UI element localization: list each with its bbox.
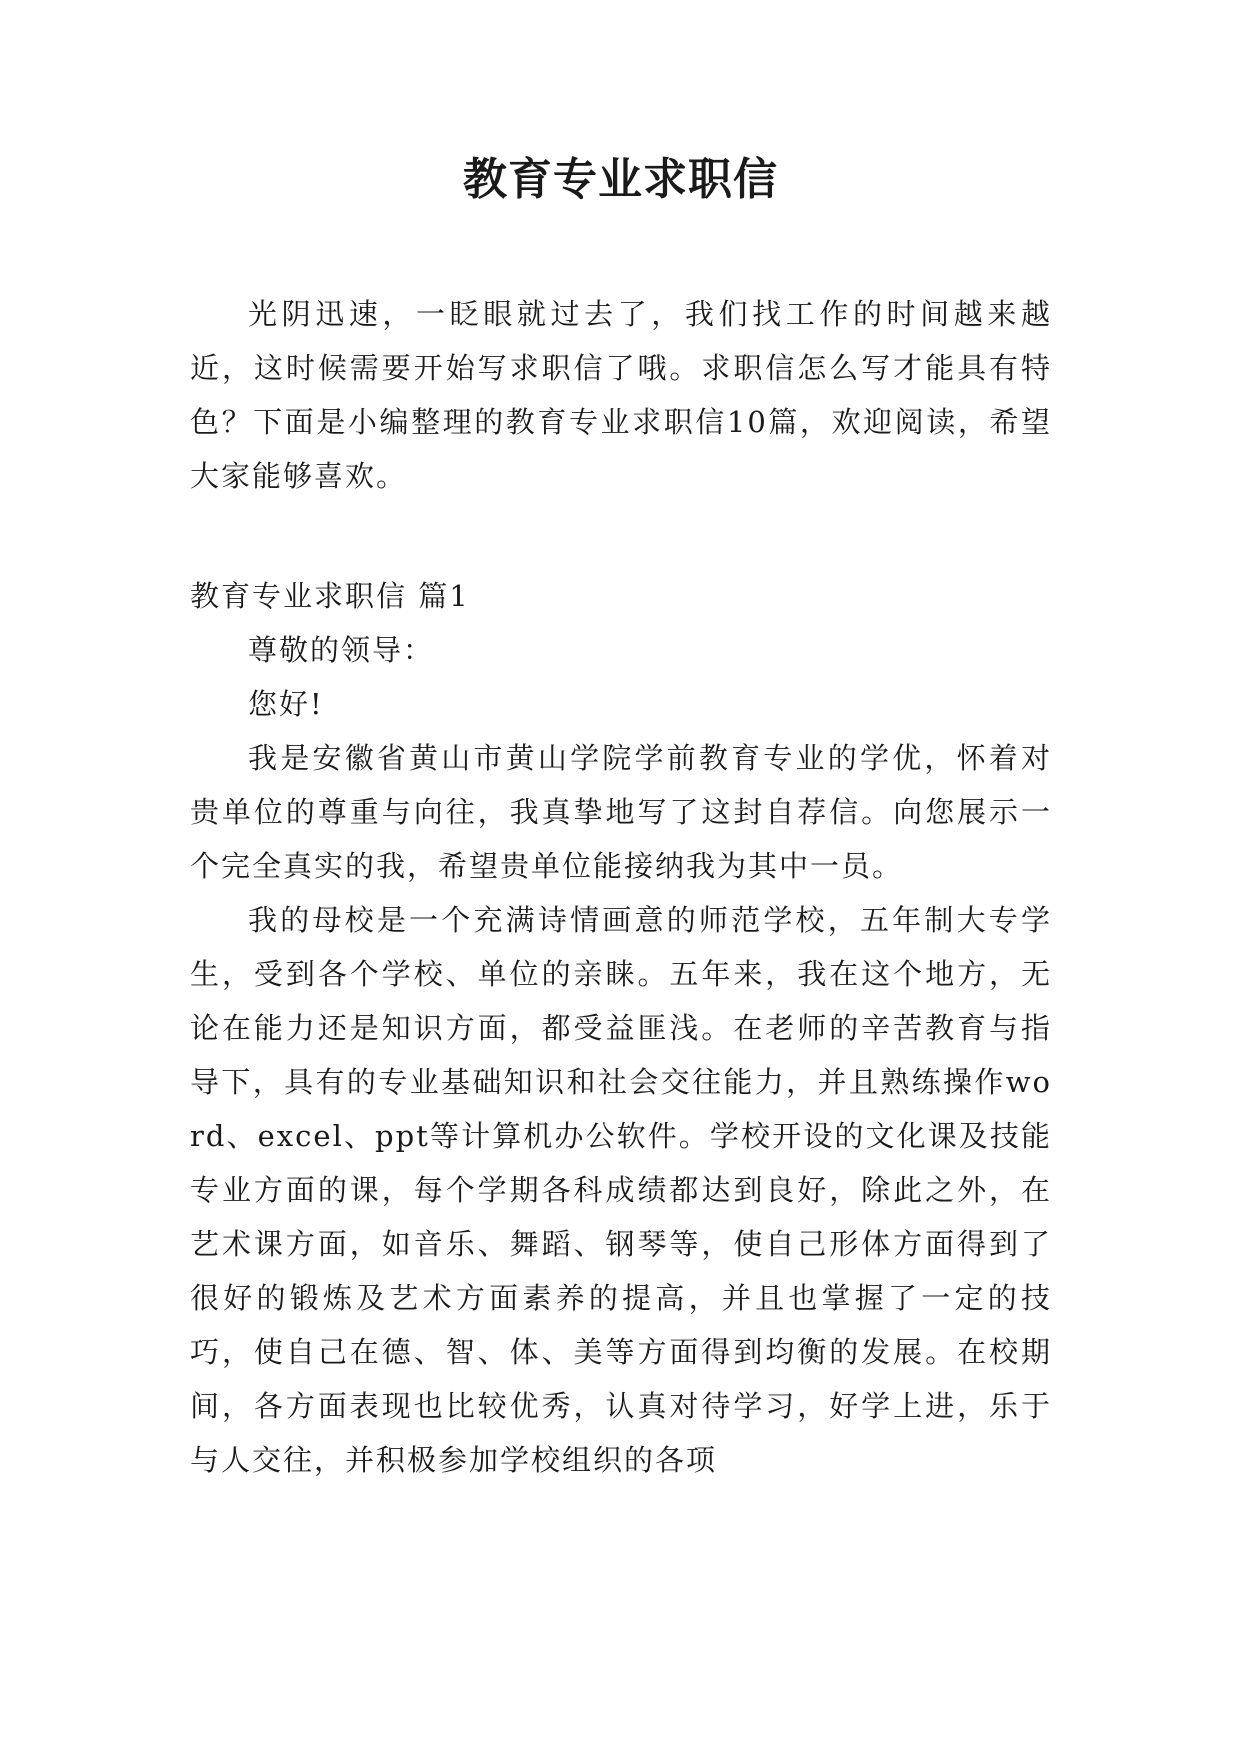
document-title: 教育专业求职信 <box>463 154 778 205</box>
section-heading: 教育专业求职信 篇1 <box>190 579 470 613</box>
intro-paragraph: 光阴迅速，一眨眼就过去了，我们找工作的时间越来越近，这时候需要开始写求职信了哦。求职信怎么写才能具有特色？下面是小编整理的教育专业求职信10篇，欢迎阅读，希望大家能够喜欢。 <box>190 297 1052 493</box>
greeting: 您好! <box>248 687 324 721</box>
document-body <box>190 287 1052 1487</box>
salutation: 尊敬的领导： <box>248 633 435 667</box>
body-paragraph: 我是安徽省黄山市黄山学院学前教育专业的学优，怀着对贵单位的尊重与向往，我真挚地写了这封自荐信。向您展示一个完全真实的我，希望贵单位能接纳我为其中一员。 <box>190 741 1052 883</box>
body-paragraph: 我的母校是一个充满诗情画意的师范学校，五年制大专学生，受到各个学校、单位的亲睐。五年来，我在这个地方，无论在能力还是知识方面，都受益匪浅。在老师的辛苦教育与指导下，具有的专业基础知识和社会交往能力，并且熟练操作word、excel、ppt等计算机办公软件。学校开设的文化课及技能专业方面的课，每个学期各科成绩都达到良好，除此之外，在艺术课方面，如音乐、舞蹈、钢琴等，使自己形体方面得到了很好的锻炼及艺术方面素养的提高，并且也掌握了一定的技巧，使自己在德、智、体、美等方面得到均衡的发展。在校期间，各方面表现也比较优秀，认真对待学习，好学上进，乐于与人交往，并积极参加学校组织的各项 <box>190 903 1052 1477</box>
